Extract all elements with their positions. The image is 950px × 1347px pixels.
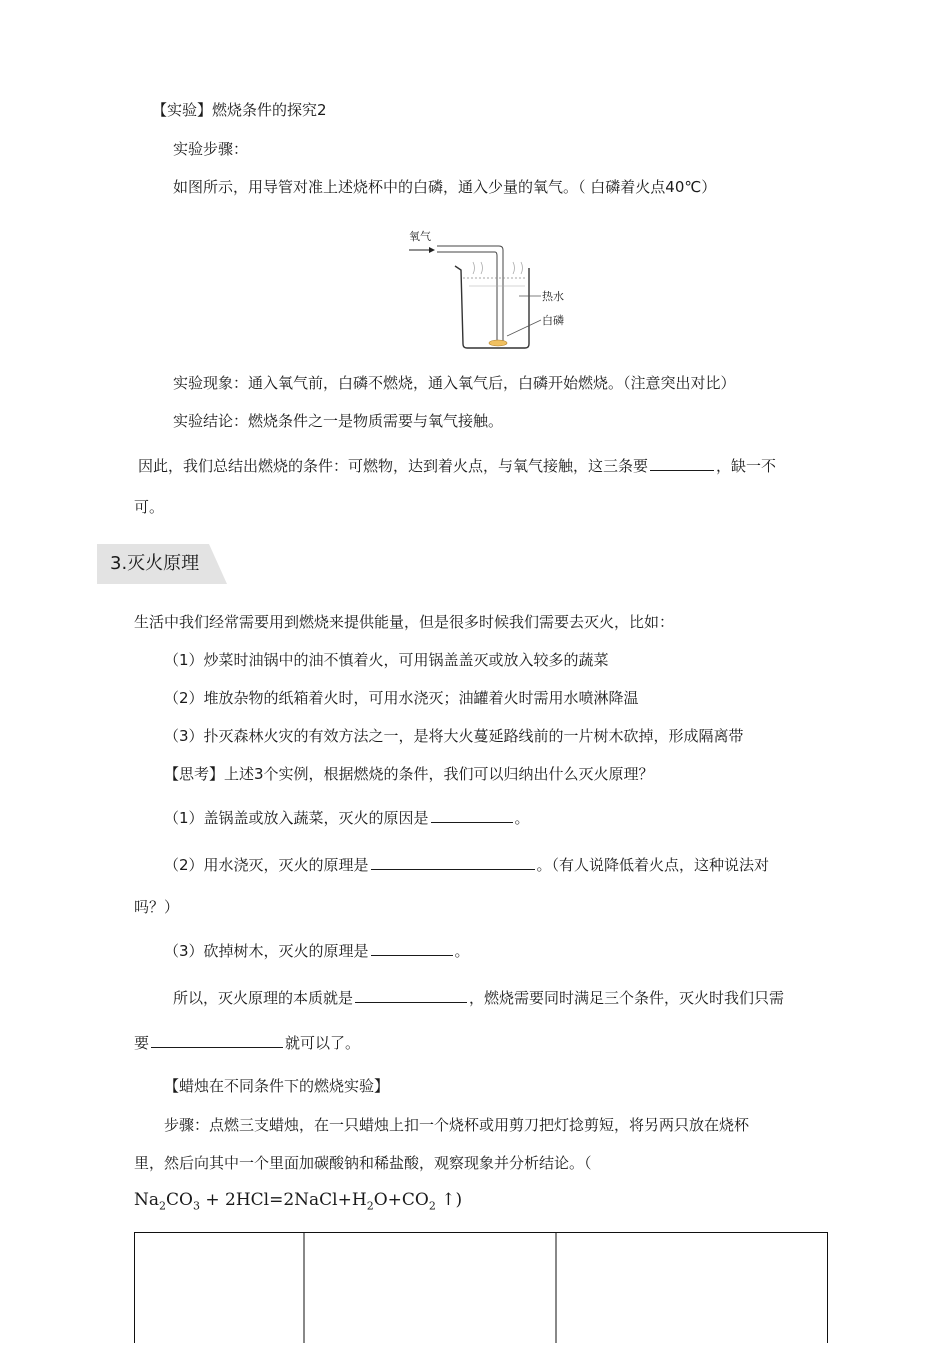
exp2-steps-text: 如图所示，用导管对准上述烧杯中的白磷，通入少量的氧气。（ 白磷着火点40℃）	[173, 178, 717, 196]
question-2-text: （2）用水浇灭，灭火的原理是	[164, 856, 369, 874]
section-heading: 3.灭火原理	[110, 553, 200, 574]
summary-line	[138, 454, 776, 476]
answer-blank[interactable]	[151, 1031, 283, 1048]
question-1-end: 。	[514, 809, 530, 827]
exp2-phenomenon: 实验现象：通入氧气前，白磷不燃烧，通入氧气后，白磷开始燃烧。（注意突出对比）	[173, 374, 736, 392]
chemical-equation: $Na_2CO_3$ + $2HCl=2NaCl+H_2O+CO_2$ ↑)	[134, 1190, 463, 1213]
essence-text-d: 就可以了。	[285, 1034, 361, 1052]
summary-text-b: ，缺一不	[716, 457, 777, 475]
question-3-text: （3）砍掉树木，灭火的原理是	[164, 942, 369, 960]
results-table	[134, 1232, 828, 1343]
essence-text-a: 所以，灭火原理的本质就是	[173, 989, 354, 1007]
section3-intro: 生活中我们经常需要用到燃烧来提供能量，但是很多时候我们需要去灭火，比如：	[134, 613, 675, 631]
essence-text-b: ，燃烧需要同时满足三个条件，灭火时我们只需	[469, 989, 785, 1007]
answer-blank[interactable]	[355, 986, 467, 1003]
question-1-text: （1）盖锅盖或放入蔬菜，灭火的原因是	[164, 809, 429, 827]
summary-text-a: 因此，我们总结出燃烧的条件：可燃物，达到着火点，与氧气接触，这三条要	[138, 457, 649, 475]
summary-text-c: 可。	[134, 498, 165, 516]
exp2-conclusion: 实验结论：燃烧条件之一是物质需要与氧气接触。	[173, 412, 504, 430]
hot-water-label: 热水	[542, 290, 564, 303]
white-phosphorus-label: 白磷	[542, 314, 564, 327]
essence-line	[173, 986, 784, 1008]
section-heading-tab	[97, 544, 227, 584]
essence-text-c: 要	[134, 1034, 150, 1052]
example-3: （3）扑灭森林火灾的有效方法之一，是将大火蔓延路线前的一片树木砍掉，形成隔离带	[164, 727, 744, 745]
question-1	[164, 806, 530, 828]
exp2-title: 【实验】燃烧条件的探究2	[152, 101, 327, 119]
answer-blank[interactable]	[371, 853, 535, 870]
think-prompt: 【思考】上述3个实例，根据燃烧的条件，我们可以归纳出什么灭火原理？	[164, 765, 654, 783]
question-3	[164, 939, 470, 961]
candle-steps-b: 里，然后向其中一个里面加碳酸钠和稀盐酸，观察现象并分析结论。（	[134, 1154, 592, 1172]
example-1: （1）炒菜时油锅中的油不慎着火，可用锅盖盖灭或放入较多的蔬菜	[164, 651, 609, 669]
example-2: （2）堆放杂物的纸箱着火时，可用水浇灭；油罐着火时需用水喷淋降温	[164, 689, 639, 707]
answer-blank[interactable]	[650, 454, 714, 471]
oxygen-label: 氧气	[409, 230, 431, 243]
question-2-cont: 吗？）	[134, 898, 180, 916]
question-3-end: 。	[454, 942, 470, 960]
exp2-steps-label: 实验步骤：	[173, 140, 249, 158]
essence-line-2	[134, 1031, 360, 1053]
beaker-figure	[407, 226, 577, 350]
answer-blank[interactable]	[431, 806, 513, 823]
question-2-end: 。（有人说降低着火点，这种说法对	[536, 856, 770, 874]
candle-title: 【蜡烛在不同条件下的燃烧实验】	[164, 1077, 390, 1095]
question-2	[164, 853, 769, 875]
answer-blank[interactable]	[371, 939, 453, 956]
candle-steps-a: 步骤：点燃三支蜡烛，在一只蜡烛上扣一个烧杯或用剪刀把灯捻剪短，将另两只放在烧杯	[164, 1116, 750, 1134]
